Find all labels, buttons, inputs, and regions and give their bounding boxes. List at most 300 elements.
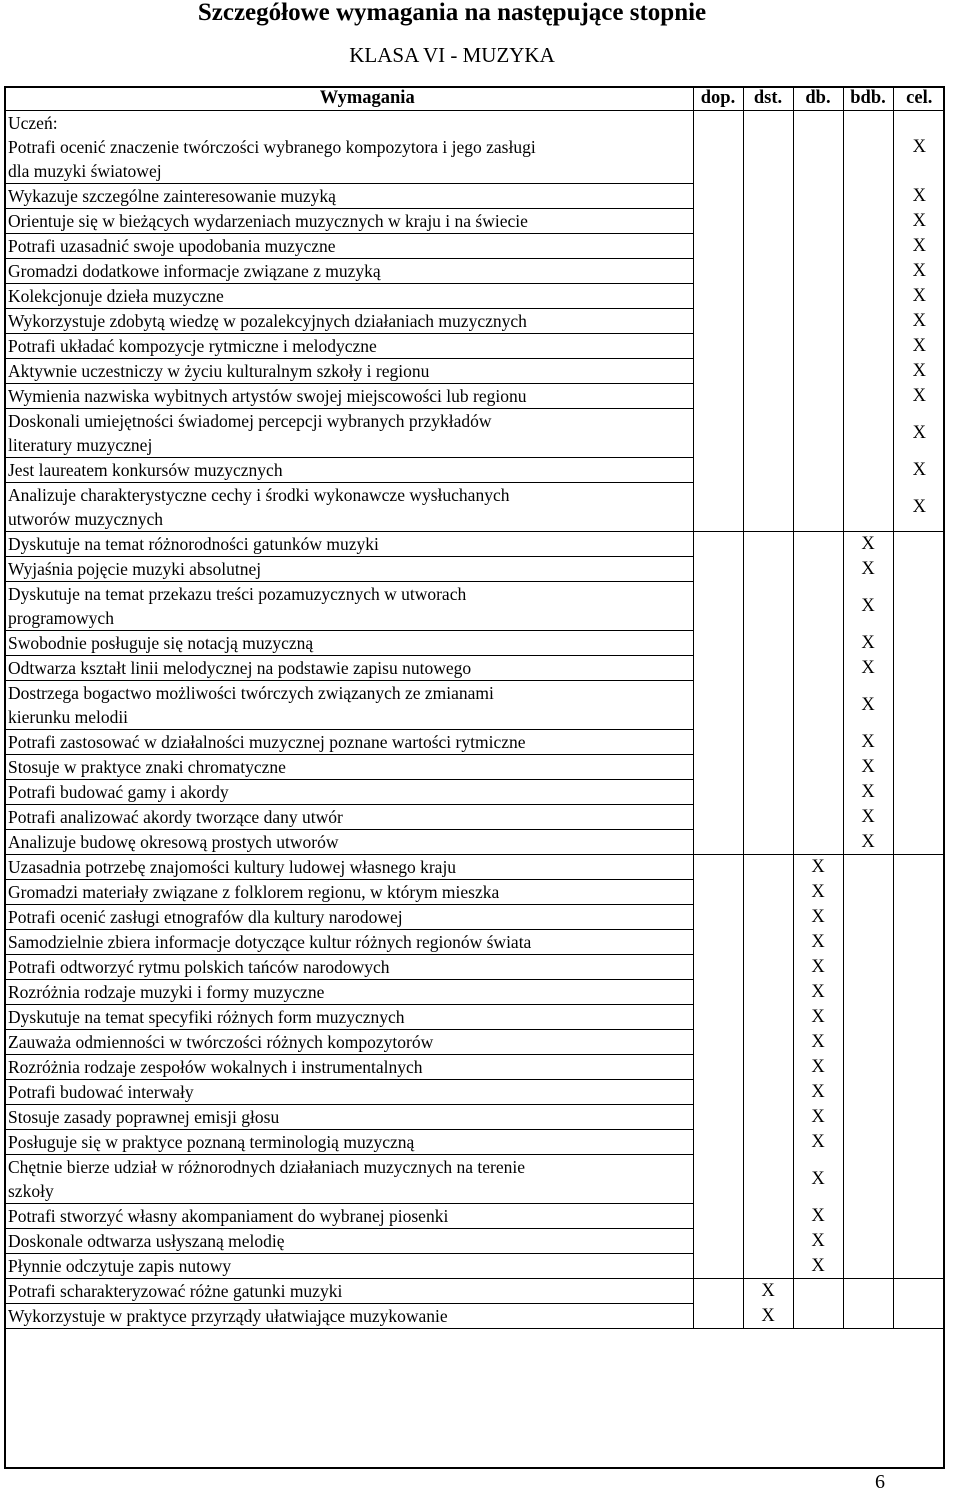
grade-mark-cell-cel xyxy=(893,458,945,483)
grade-mark-cell-dst xyxy=(743,805,793,830)
grade-mark-cell-db xyxy=(793,209,843,234)
grade-mark: X xyxy=(861,757,875,777)
grade-mark-cell-dop xyxy=(693,1304,743,1329)
grade-mark-cell-dop xyxy=(693,458,743,483)
grade-mark-cell-dop xyxy=(693,980,743,1005)
grade-mark: X xyxy=(811,882,825,902)
grade-mark-cell-dst xyxy=(743,880,793,905)
grade-mark-cell-cel xyxy=(893,483,945,532)
grade-mark: X xyxy=(861,732,875,752)
grade-mark-cell-db xyxy=(793,955,843,980)
requirement-cell xyxy=(4,309,693,334)
requirement-cell xyxy=(4,780,693,805)
requirement-cell xyxy=(4,1130,693,1155)
grade-mark: X xyxy=(912,361,926,381)
grade-mark: X xyxy=(861,534,875,555)
grade-mark-cell-db xyxy=(793,532,843,557)
grade-mark-cell-dst xyxy=(743,1130,793,1155)
grade-mark: X xyxy=(912,460,926,480)
grade-mark-cell-db xyxy=(793,780,843,805)
grade-mark-cell-dop xyxy=(693,234,743,259)
grade-mark-cell-db xyxy=(793,259,843,284)
grade-mark-cell-dst xyxy=(743,259,793,284)
grade-mark-cell-dop xyxy=(693,905,743,930)
requirement-cell xyxy=(4,1080,693,1105)
table-row xyxy=(4,805,945,830)
grade-mark-cell-bdb xyxy=(843,730,893,755)
grade-mark-cell-cel xyxy=(893,930,945,955)
grade-mark-cell-dop xyxy=(693,1279,743,1304)
grade-mark-cell-cel xyxy=(893,681,945,730)
table-row xyxy=(4,656,945,681)
grade-mark-cell-cel xyxy=(893,955,945,980)
page-title: Szczegółowe wymagania na następujące stopnie xyxy=(197,0,707,26)
grade-mark-cell-db xyxy=(793,409,843,458)
grade-mark: X xyxy=(811,1206,825,1226)
grade-mark-cell-db xyxy=(793,384,843,409)
requirement-text: Dyskutuje na temat specyfiki różnych form muzycznych xyxy=(8,1007,405,1027)
grade-mark-cell-db xyxy=(793,905,843,930)
requirement-text: Potrafi scharakteryzować różne gatunki muzyki xyxy=(8,1281,343,1301)
table-row xyxy=(4,1105,945,1130)
table-row xyxy=(4,1229,945,1254)
grade-mark: X xyxy=(811,1169,825,1189)
grade-mark-cell-bdb xyxy=(843,234,893,259)
grade-mark-cell-dop xyxy=(693,780,743,805)
table-row xyxy=(4,1155,945,1204)
grade-mark-cell-dop xyxy=(693,557,743,582)
grade-mark: X xyxy=(912,336,926,356)
requirement-text: Potrafi budować gamy i akordy xyxy=(8,782,229,802)
requirement-text: Potrafi uzasadnić swoje upodobania muzyczne xyxy=(8,236,336,256)
grade-mark-cell-db xyxy=(793,855,843,880)
grade-mark-cell-bdb xyxy=(843,259,893,284)
grade-mark-cell-dop xyxy=(693,532,743,557)
grade-mark: X xyxy=(861,831,875,852)
table-row xyxy=(4,111,945,184)
intro-label: Uczeń: xyxy=(8,113,58,133)
grade-mark-cell-dst xyxy=(743,1204,793,1229)
grade-mark: X xyxy=(811,932,825,952)
table-row xyxy=(4,1080,945,1105)
grade-mark-cell-bdb xyxy=(843,1229,893,1254)
requirement-cell xyxy=(4,234,693,259)
grade-mark-cell-cel xyxy=(893,1279,945,1304)
requirement-text: Aktywnie uczestniczy w życiu kulturalnym szkoły i regionu xyxy=(8,361,430,381)
grade-mark: X xyxy=(912,186,926,206)
table-row xyxy=(4,1055,945,1080)
grade-mark-cell-cel xyxy=(893,532,945,557)
requirement-text: Wyjaśnia pojęcie muzyki absolutnej xyxy=(8,559,262,579)
grade-mark-cell-bdb xyxy=(843,184,893,209)
grade-mark-cell-bdb xyxy=(843,359,893,384)
requirement-text: Gromadzi materiały związane z folklorem regionu, w którym mieszka xyxy=(8,882,500,902)
grade-mark-cell-db xyxy=(793,980,843,1005)
grade-mark-cell-db xyxy=(793,557,843,582)
grade-mark: X xyxy=(811,907,825,927)
grade-mark-cell-db xyxy=(793,805,843,830)
grade-mark-cell-db xyxy=(793,483,843,532)
grade-mark-cell-cel xyxy=(893,755,945,780)
table-row xyxy=(4,458,945,483)
table-row xyxy=(4,830,945,855)
grade-mark-cell-cel xyxy=(893,284,945,309)
requirement-cell xyxy=(4,805,693,830)
grade-mark-cell-db xyxy=(793,1304,843,1329)
requirement-text: Swobodnie posługuje się notacją muzyczną xyxy=(8,633,314,653)
grade-mark-cell-dop xyxy=(693,259,743,284)
grade-mark-cell-cel xyxy=(893,557,945,582)
table-row xyxy=(4,582,945,631)
requirement-cell xyxy=(4,755,693,780)
requirement-cell xyxy=(4,334,693,359)
grade-mark-cell-cel xyxy=(893,409,945,458)
grade-mark-cell-cel xyxy=(893,1155,945,1204)
table-body xyxy=(4,111,945,1329)
table-row xyxy=(4,1030,945,1055)
grade-mark: X xyxy=(912,236,926,256)
grade-mark: X xyxy=(811,957,825,977)
requirement-text: Rozróżnia rodzaje zespołów wokalnych i instrumentalnych xyxy=(8,1057,423,1077)
grade-mark-cell-db xyxy=(793,309,843,334)
header-grade-dop: dop. xyxy=(693,86,743,111)
requirement-cell xyxy=(4,259,693,284)
grade-mark-cell-dst xyxy=(743,1229,793,1254)
requirement-cell xyxy=(4,656,693,681)
grade-mark-cell-dst xyxy=(743,1254,793,1279)
requirement-cell xyxy=(4,855,693,880)
grade-mark-cell-dst xyxy=(743,458,793,483)
table-row xyxy=(4,730,945,755)
grade-mark-cell-bdb xyxy=(843,309,893,334)
requirement-text: Potrafi analizować akordy tworzące dany utwór xyxy=(8,807,343,827)
grade-mark-cell-bdb xyxy=(843,855,893,880)
grade-mark-cell-dst xyxy=(743,755,793,780)
table-row xyxy=(4,905,945,930)
requirement-cell xyxy=(4,1030,693,1055)
requirement-text: Stosuje w praktyce znaki chromatyczne xyxy=(8,757,286,777)
grade-mark-cell-dop xyxy=(693,1155,743,1204)
grade-mark-cell-dst xyxy=(743,359,793,384)
grade-mark-cell-dop xyxy=(693,681,743,730)
requirement-cell xyxy=(4,111,693,184)
grade-mark-cell-dop xyxy=(693,930,743,955)
grade-mark-cell-cel xyxy=(893,1030,945,1055)
grade-mark-cell-dst xyxy=(743,1080,793,1105)
grade-mark-cell-bdb xyxy=(843,557,893,582)
grade-mark: X xyxy=(861,695,875,715)
grade-mark-cell-dst xyxy=(743,184,793,209)
grade-mark-cell-db xyxy=(793,111,843,184)
table-header-row xyxy=(4,86,945,111)
grade-mark-cell-db xyxy=(793,1130,843,1155)
grade-mark-cell-dst xyxy=(743,483,793,532)
grade-mark-cell-bdb xyxy=(843,111,893,184)
grade-mark-cell-dst xyxy=(743,557,793,582)
grade-mark-cell-cel xyxy=(893,384,945,409)
grade-mark-cell-dst xyxy=(743,1055,793,1080)
grade-mark-cell-dop xyxy=(693,582,743,631)
grade-mark-cell-dst xyxy=(743,730,793,755)
table-row xyxy=(4,209,945,234)
grade-mark-cell-db xyxy=(793,184,843,209)
grade-mark-cell-db xyxy=(793,359,843,384)
table-row xyxy=(4,483,945,532)
grade-mark-cell-cel xyxy=(893,656,945,681)
grade-mark-cell-dop xyxy=(693,1055,743,1080)
requirement-cell xyxy=(4,1204,693,1229)
grade-mark-cell-db xyxy=(793,755,843,780)
grade-mark-cell-bdb xyxy=(843,780,893,805)
grade-mark-cell-cel xyxy=(893,730,945,755)
header-grade-bdb: bdb. xyxy=(843,86,893,111)
grade-mark-cell-dst xyxy=(743,284,793,309)
requirement-text: Odtwarza kształt linii melodycznej na podstawie zapisu nutowego xyxy=(8,658,472,678)
grade-mark-cell-cel xyxy=(893,905,945,930)
grade-mark-cell-bdb xyxy=(843,1030,893,1055)
grade-mark-cell-db xyxy=(793,582,843,631)
grade-mark-cell-cel xyxy=(893,1055,945,1080)
grade-mark-cell-bdb xyxy=(843,334,893,359)
requirement-text: Doskonale odtwarza usłyszaną melodię xyxy=(8,1231,285,1251)
grade-mark-cell-dst xyxy=(743,905,793,930)
page-number: 6 xyxy=(875,1471,885,1493)
table-row xyxy=(4,259,945,284)
grade-mark-cell-dop xyxy=(693,805,743,830)
table-row xyxy=(4,184,945,209)
grade-mark-cell-dop xyxy=(693,855,743,880)
grade-mark-cell-dop xyxy=(693,1005,743,1030)
grade-mark-cell-dst xyxy=(743,532,793,557)
grade-mark-cell-dst xyxy=(743,409,793,458)
requirement-cell xyxy=(4,1005,693,1030)
table-row xyxy=(4,780,945,805)
grade-mark: X xyxy=(811,1107,825,1127)
grade-mark: X xyxy=(861,596,875,616)
grade-mark-cell-cel xyxy=(893,234,945,259)
grade-mark: X xyxy=(761,1281,775,1302)
table-row xyxy=(4,284,945,309)
requirement-cell xyxy=(4,184,693,209)
grade-mark: X xyxy=(912,423,926,443)
requirement-text: Potrafi stworzyć własny akompaniament do wybranej piosenki xyxy=(8,1206,449,1226)
table-row xyxy=(4,234,945,259)
requirement-text: Zauważa odmienności w twórczości różnych kompozytorów xyxy=(8,1032,434,1052)
grade-mark: X xyxy=(912,496,926,517)
grade-mark-cell-bdb xyxy=(843,1130,893,1155)
grade-mark-cell-dst xyxy=(743,830,793,855)
grade-mark: X xyxy=(912,211,926,231)
requirement-cell xyxy=(4,532,693,557)
requirement-cell xyxy=(4,284,693,309)
grade-mark-cell-bdb xyxy=(843,209,893,234)
grade-mark-cell-dst xyxy=(743,1005,793,1030)
grade-mark-cell-bdb xyxy=(843,880,893,905)
grade-mark: X xyxy=(861,782,875,802)
requirement-text: Wymienia nazwiska wybitnych artystów swojej miejscowości lub regionu xyxy=(8,386,527,406)
grade-mark-cell-cel xyxy=(893,209,945,234)
grade-mark: X xyxy=(811,1057,825,1077)
grade-mark: X xyxy=(811,1231,825,1251)
grade-mark-cell-dop xyxy=(693,409,743,458)
grade-mark: X xyxy=(861,633,875,653)
grade-mark-cell-cel xyxy=(893,880,945,905)
table-row xyxy=(4,855,945,880)
grade-mark: X xyxy=(811,1032,825,1052)
grade-mark-cell-dop xyxy=(693,1030,743,1055)
grade-mark-cell-db xyxy=(793,1155,843,1204)
grade-mark-cell-db xyxy=(793,1105,843,1130)
grade-mark-cell-db xyxy=(793,1080,843,1105)
grade-mark-cell-db xyxy=(793,458,843,483)
table-row xyxy=(4,955,945,980)
grade-mark-cell-db xyxy=(793,1005,843,1030)
grade-mark-cell-bdb xyxy=(843,284,893,309)
grade-mark-cell-bdb xyxy=(843,955,893,980)
grade-mark-cell-db xyxy=(793,1030,843,1055)
requirement-cell xyxy=(4,880,693,905)
requirement-cell xyxy=(4,930,693,955)
requirement-text: Dyskutuje na temat różnorodności gatunków muzyki xyxy=(8,534,379,554)
table-row xyxy=(4,880,945,905)
grade-mark: X xyxy=(811,1007,825,1027)
requirement-text: Potrafi ocenić zasługi etnografów dla kultury narodowej xyxy=(8,907,403,927)
grade-mark-cell-dst xyxy=(743,681,793,730)
table-row xyxy=(4,1279,945,1304)
grade-mark-cell-db xyxy=(793,284,843,309)
grade-mark-cell-dop xyxy=(693,1105,743,1130)
table-row xyxy=(4,359,945,384)
grade-mark-cell-dst xyxy=(743,384,793,409)
grade-mark-cell-db xyxy=(793,1204,843,1229)
requirement-text: Uzasadnia potrzebę znajomości kultury ludowej własnego kraju xyxy=(8,857,457,877)
grade-mark: X xyxy=(811,1082,825,1102)
grade-mark-cell-dop xyxy=(693,111,743,184)
table-row xyxy=(4,1254,945,1279)
grade-mark-cell-bdb xyxy=(843,930,893,955)
requirement-cell xyxy=(4,409,693,458)
requirement-cell xyxy=(4,905,693,930)
grade-mark-cell-dst xyxy=(743,1279,793,1304)
grade-mark: X xyxy=(912,311,926,331)
grade-mark-cell-db xyxy=(793,234,843,259)
grade-mark-cell-dop xyxy=(693,209,743,234)
grade-mark: X xyxy=(811,857,825,878)
requirement-cell xyxy=(4,955,693,980)
requirement-cell xyxy=(4,557,693,582)
grade-mark-cell-cel xyxy=(893,309,945,334)
grade-mark-cell-bdb xyxy=(843,1304,893,1329)
grade-mark: X xyxy=(912,286,926,306)
page-subtitle: KLASA VI - MUZYKA xyxy=(349,43,555,67)
grade-mark: X xyxy=(912,386,926,406)
grade-mark: X xyxy=(861,807,875,827)
requirement-text: Posługuje się w praktyce poznaną terminologią muzyczną xyxy=(8,1132,415,1152)
grade-mark-cell-db xyxy=(793,930,843,955)
grade-mark-cell-dop xyxy=(693,730,743,755)
grade-mark: X xyxy=(861,559,875,579)
grade-mark-cell-dst xyxy=(743,930,793,955)
grade-mark-cell-cel xyxy=(893,111,945,184)
grade-mark-cell-bdb xyxy=(843,1055,893,1080)
grade-mark: X xyxy=(811,982,825,1002)
grade-mark-cell-dst xyxy=(743,656,793,681)
grade-mark-cell-db xyxy=(793,681,843,730)
grade-mark-cell-bdb xyxy=(843,384,893,409)
grade-mark-cell-cel xyxy=(893,1204,945,1229)
grade-mark-cell-dst xyxy=(743,1105,793,1130)
grade-mark-cell-bdb xyxy=(843,980,893,1005)
table-row xyxy=(4,1304,945,1329)
grade-mark-cell-dop xyxy=(693,656,743,681)
requirement-text: Samodzielnie zbiera informacje dotyczące kultur różnych regionów świata xyxy=(8,932,532,952)
requirement-text: Potrafi odtworzyć rytmu polskich tańców narodowych xyxy=(8,957,390,977)
grade-mark-cell-dst xyxy=(743,334,793,359)
grade-mark-cell-dop xyxy=(693,955,743,980)
grade-mark-cell-dop xyxy=(693,1130,743,1155)
grade-mark-cell-bdb xyxy=(843,1155,893,1204)
requirement-cell xyxy=(4,1304,693,1329)
requirement-text: Potrafi układać kompozycje rytmiczne i melodyczne xyxy=(8,336,377,356)
grade-mark-cell-dop xyxy=(693,284,743,309)
requirement-text: Jest laureatem konkursów muzycznych xyxy=(8,460,283,480)
requirement-cell xyxy=(4,1254,693,1279)
requirement-text: Kolekcjonuje dzieła muzyczne xyxy=(8,286,224,306)
grade-mark-cell-cel xyxy=(893,1304,945,1329)
grade-mark-cell-db xyxy=(793,830,843,855)
table-row xyxy=(4,309,945,334)
requirement-text: Doskonali umiejętności świadomej percepcji wybranych przykładów literatury muzycznej xyxy=(8,411,492,455)
grade-mark-cell-dop xyxy=(693,830,743,855)
grade-mark-cell-dop xyxy=(693,631,743,656)
grade-mark-cell-dop xyxy=(693,1254,743,1279)
grade-mark-cell-cel xyxy=(893,1105,945,1130)
grade-mark-cell-cel xyxy=(893,1229,945,1254)
grade-mark-cell-dop xyxy=(693,334,743,359)
grade-mark-cell-dop xyxy=(693,755,743,780)
requirement-text: Orientuje się w bieżących wydarzeniach muzycznych w kraju i na świecie xyxy=(8,211,528,231)
grade-mark-cell-bdb xyxy=(843,1279,893,1304)
grade-mark-cell-bdb xyxy=(843,830,893,855)
grade-mark-cell-cel xyxy=(893,1254,945,1279)
header-grade-cel: cel. xyxy=(893,86,945,111)
grade-mark-cell-bdb xyxy=(843,409,893,458)
requirements-table xyxy=(4,86,945,1329)
grade-mark-cell-bdb xyxy=(843,1254,893,1279)
table-row xyxy=(4,980,945,1005)
grade-mark: X xyxy=(761,1305,775,1326)
grade-mark-cell-dst xyxy=(743,780,793,805)
header-grade-db: db. xyxy=(793,86,843,111)
table-row xyxy=(4,557,945,582)
grade-mark-cell-bdb xyxy=(843,656,893,681)
grade-mark-cell-db xyxy=(793,880,843,905)
requirement-text: Gromadzi dodatkowe informacje związane z muzyką xyxy=(8,261,381,281)
requirement-text: Analizuje charakterystyczne cechy i środki wykonawcze wysłuchanych utworów muzycznych xyxy=(8,485,510,529)
grade-mark-cell-dst xyxy=(743,1304,793,1329)
grade-mark-cell-dop xyxy=(693,184,743,209)
requirement-text: Potrafi ocenić znaczenie twórczości wybranego kompozytora i jego zasługi dla muzyki światowej xyxy=(8,137,536,181)
grade-mark-cell-dst xyxy=(743,582,793,631)
grade-mark-cell-cel xyxy=(893,830,945,855)
requirement-cell xyxy=(4,1055,693,1080)
requirement-cell xyxy=(4,830,693,855)
grade-mark-cell-bdb xyxy=(843,1105,893,1130)
requirement-text: Chętnie bierze udział w różnorodnych działaniach muzycznych na terenie szkoły xyxy=(8,1157,525,1201)
grade-mark-cell-bdb xyxy=(843,458,893,483)
requirement-text: Stosuje zasady poprawnej emisji głosu xyxy=(8,1107,280,1127)
table-row xyxy=(4,334,945,359)
